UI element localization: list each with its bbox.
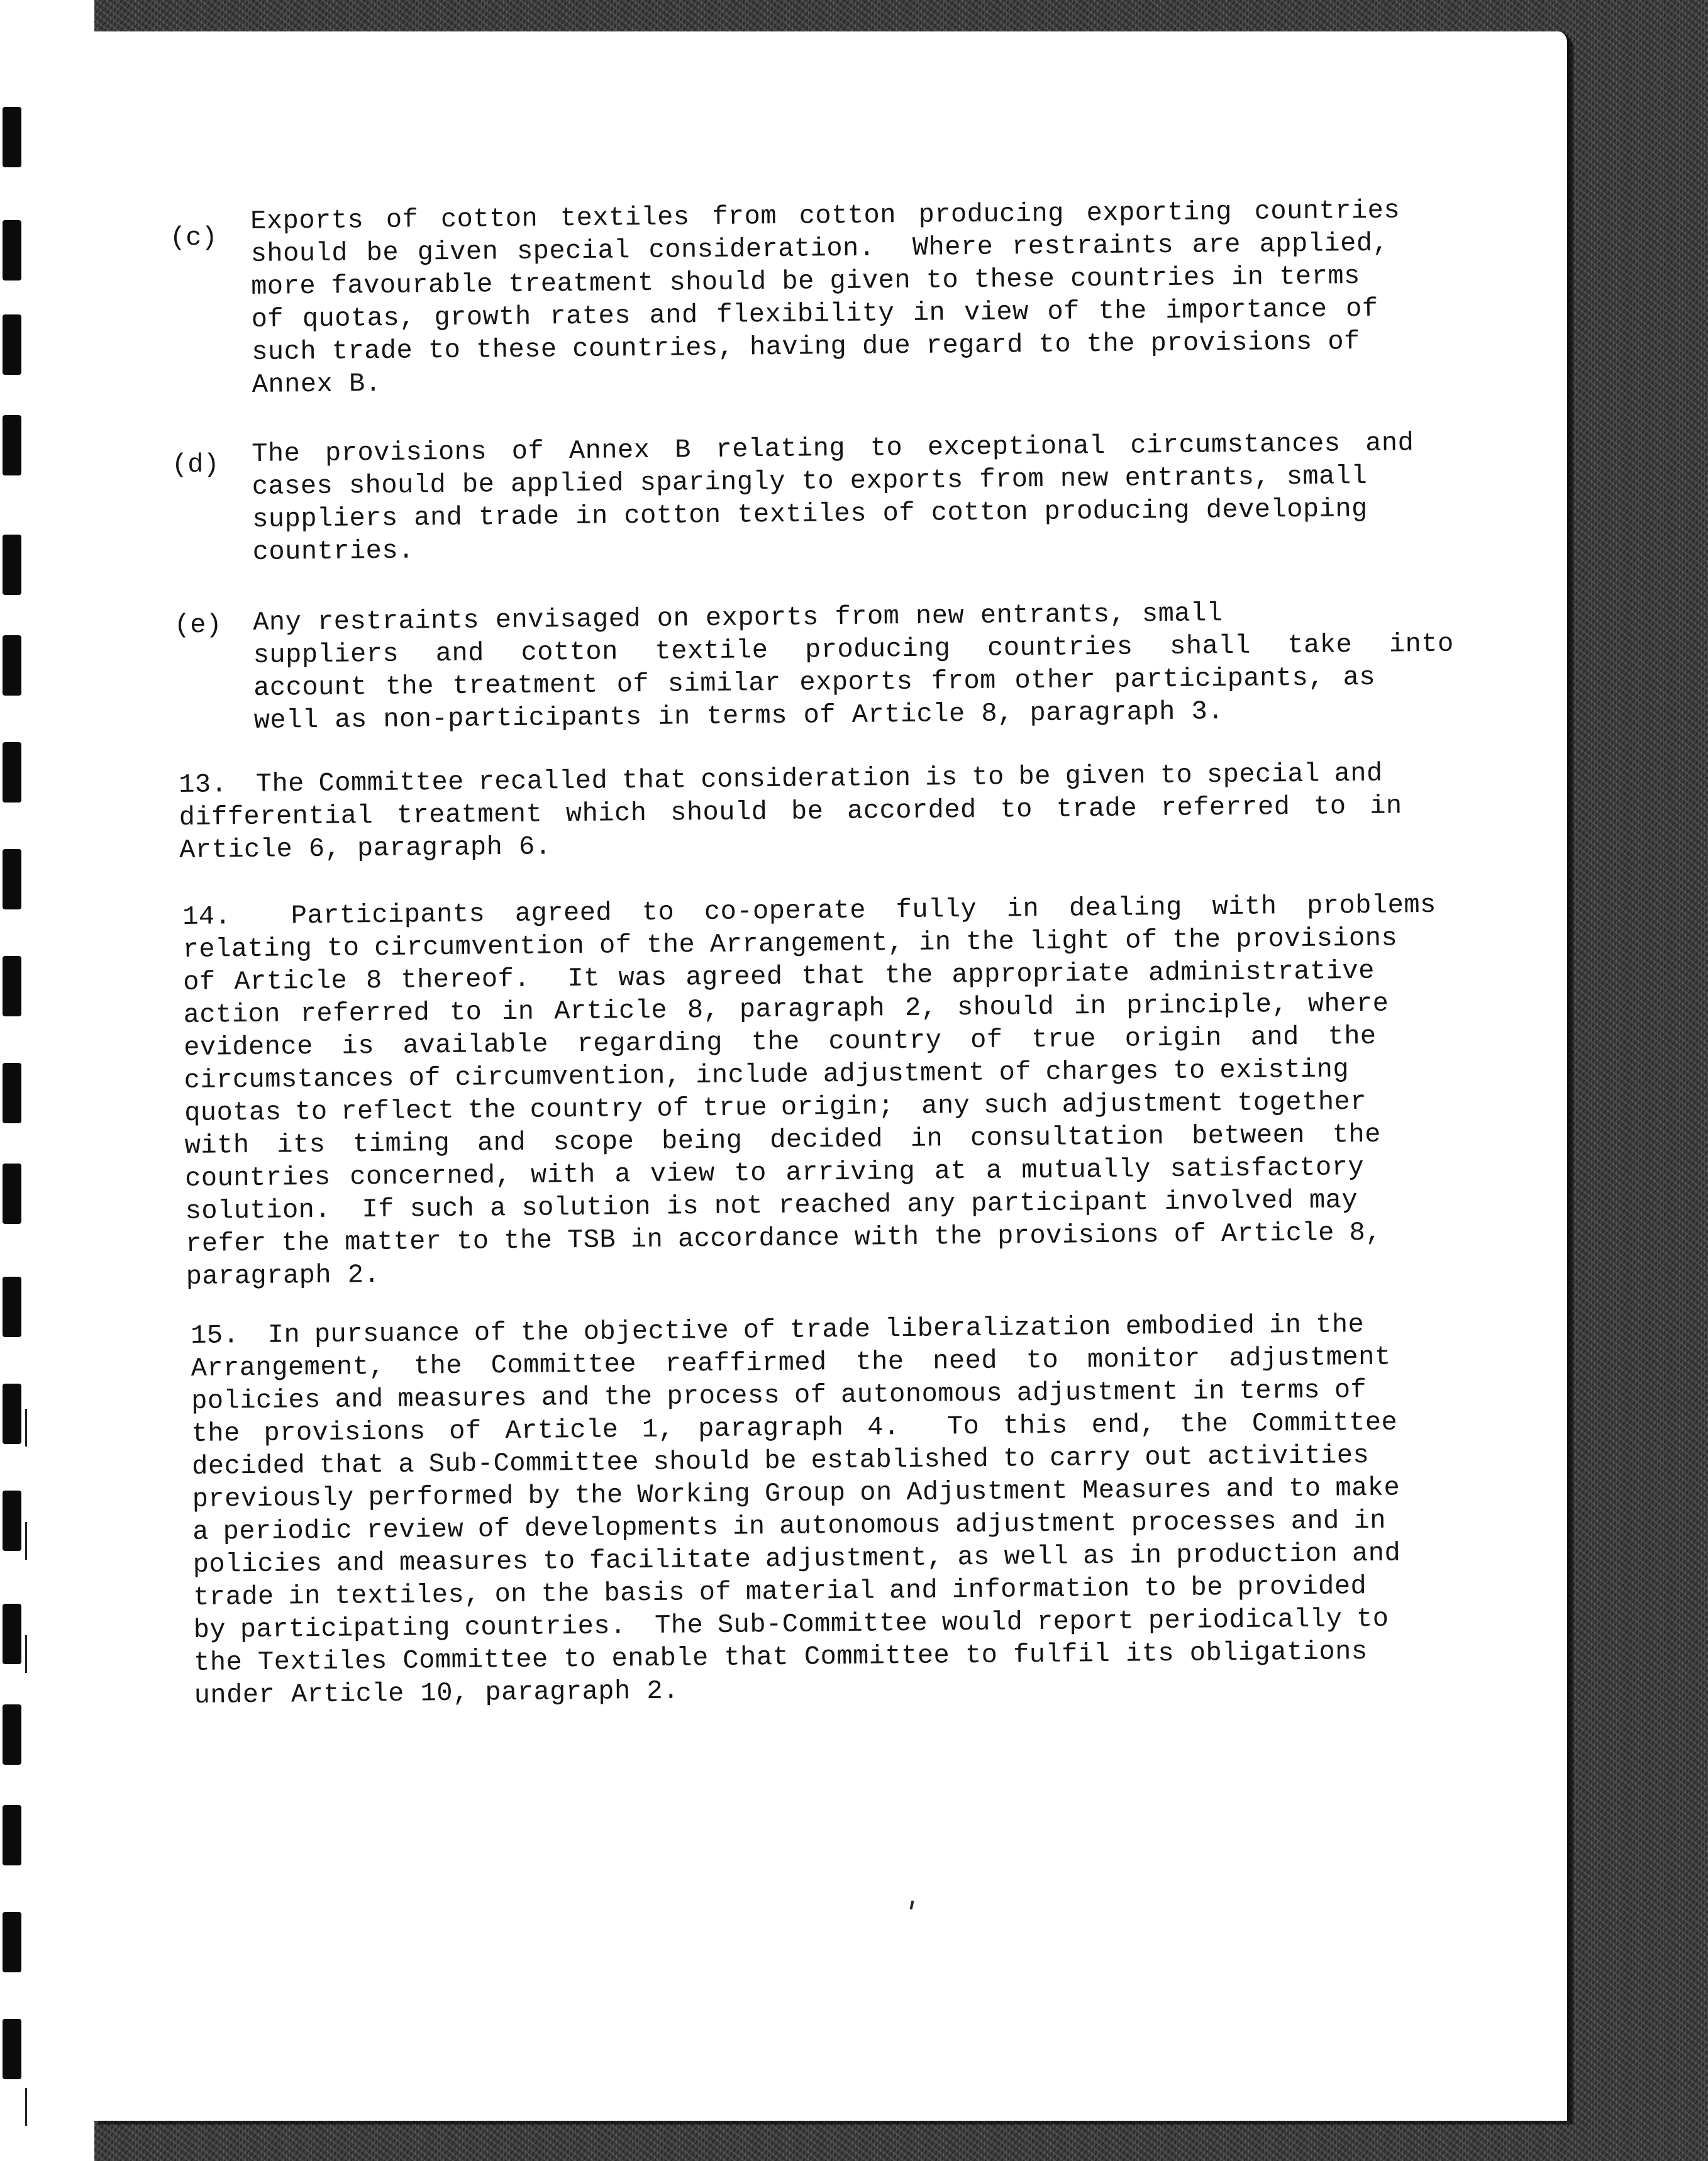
text-line: evidence is available regarding the country of true origin and the: [184, 1021, 1377, 1063]
text-line: paragraph 2.: [186, 1260, 380, 1292]
item-d-text: [252, 426, 1415, 569]
paragraph-15: [191, 1308, 1402, 1712]
text-line: the Textiles Committee to enable that Committee to fulfil its obligations: [194, 1636, 1368, 1678]
text-line: suppliers and cotton textile producing countries shall take into: [253, 628, 1454, 670]
text-line: 13. The Committee recalled that consideration is to be given to special and: [179, 758, 1383, 800]
text-line: of Article 8 thereof. It was agreed that the appropriate administrative: [183, 955, 1375, 997]
text-line: such trade to these countries, having due regard to the provisions of: [252, 326, 1360, 367]
binding-hole: [3, 220, 21, 281]
binding-hole: [3, 107, 21, 167]
binding-hole: [3, 314, 21, 375]
text-line: a periodic review of developments in autonomous adjustment processes and in: [192, 1505, 1387, 1547]
text-line: circumstances of circumvention, include adjustment of charges to existing: [184, 1054, 1350, 1096]
text-line: Any restraints envisaged on exports from new entrants, small: [253, 598, 1223, 638]
text-line: policies and measures to facilitate adjustment, as well as in production and: [192, 1538, 1401, 1580]
text-line: Arrangement, the Committee reaffirmed the need to monitor adjustment: [191, 1342, 1391, 1384]
text-line: more favourable treatment should be given to these countries in terms: [251, 261, 1360, 302]
text-line: countries.: [252, 535, 415, 567]
text-line: well as non-participants in terms of Article 8, paragraph 3.: [253, 696, 1224, 736]
text-line: Annex B.: [252, 369, 382, 400]
binding-hole: [3, 1277, 21, 1337]
binding-hole: [3, 742, 21, 803]
text-line: solution. If such a solution is not reached any participant involved may: [185, 1185, 1358, 1226]
binding-hole: [3, 1164, 21, 1224]
text-line: by participating countries. The Sub-Committee would report periodically to: [193, 1603, 1389, 1645]
text-line: trade in textiles, on the basis of material and information to be provided: [193, 1571, 1367, 1613]
binding-hole: [3, 635, 21, 696]
text-line: decided that a Sub-Committee should be established to carry out activities: [192, 1440, 1370, 1482]
text-line: The provisions of Annex B relating to exceptional circumstances and: [252, 428, 1414, 469]
text-line: under Article 10, paragraph 2.: [194, 1675, 680, 1711]
text-line: refer the matter to the TSB in accordance with the provisions of Article 8,: [186, 1217, 1382, 1259]
text-line: relating to circumvention of the Arrangement, in the light of the provisions: [182, 923, 1398, 965]
binding-hole: [3, 956, 21, 1016]
paragraph-13: [179, 757, 1402, 867]
binding-hole: [3, 535, 21, 595]
binding-hole: [3, 1912, 21, 1972]
text-line: policies and measures and the process of autonomous adjustment in terms of: [191, 1375, 1367, 1416]
item-e-text: [253, 595, 1455, 737]
text-line: Exports of cotton textiles from cotton producing exporting countries: [250, 195, 1400, 236]
paragraph-14: [182, 889, 1439, 1293]
binding-mark: [25, 1409, 27, 1447]
text-line: previously performed by the Working Group on Adjustment Measures and to make: [192, 1472, 1400, 1514]
binding-mark: [25, 2088, 27, 2126]
text-line: account the treatment of similar exports from other participants, as: [253, 662, 1376, 703]
text-line: suppliers and trade in cotton textiles of cotton producing developing: [252, 493, 1368, 535]
item-label: (d): [172, 450, 219, 480]
binding-hole: [3, 1805, 21, 1865]
text-line: quotas to reflect the country of true origin; any such adjustment together: [184, 1086, 1367, 1128]
text-line: should be given special consideration. Where restraints are applied,: [250, 228, 1389, 269]
spiral-binding-strip: [0, 0, 94, 2161]
binding-hole: [3, 1063, 21, 1123]
text-line: the provisions of Article 1, paragraph 4. To this end, the Committee: [191, 1407, 1398, 1449]
binding-mark: [25, 1635, 27, 1673]
item-label: (e): [174, 610, 222, 640]
binding-hole: [3, 1704, 21, 1765]
binding-hole: [3, 1604, 21, 1664]
binding-hole: [3, 2019, 21, 2079]
text-line: 15. In pursuance of the objective of trade liberalization embodied in the: [191, 1309, 1365, 1351]
binding-hole: [3, 415, 21, 475]
binding-hole: [3, 1491, 21, 1551]
text-line: countries concerned, with a view to arriving at a mutually satisfactory: [185, 1152, 1365, 1194]
text-line: differential treatment which should be accorded to trade referred to in: [179, 791, 1402, 833]
binding-hole: [3, 1384, 21, 1444]
text-line: cases should be applied sparingly to exports from new entrants, small: [252, 460, 1368, 502]
text-line: Article 6, paragraph 6.: [179, 831, 552, 865]
item-label: (c): [170, 223, 218, 253]
binding-mark: [25, 1522, 27, 1560]
text-line: with its timing and scope being decided in consultation between the: [184, 1119, 1382, 1161]
scan-speck: [910, 1901, 914, 1910]
binding-hole: [3, 849, 21, 909]
text-line: 14. Participants agreed to co-operate fully in dealing with problems: [182, 889, 1436, 932]
text-line: action referred to in Article 8, paragraph 2, should in principle, where: [183, 988, 1389, 1030]
item-c-text: [250, 194, 1402, 401]
text-line: of quotas, growth rates and flexibility in view of the importance of: [251, 293, 1378, 335]
